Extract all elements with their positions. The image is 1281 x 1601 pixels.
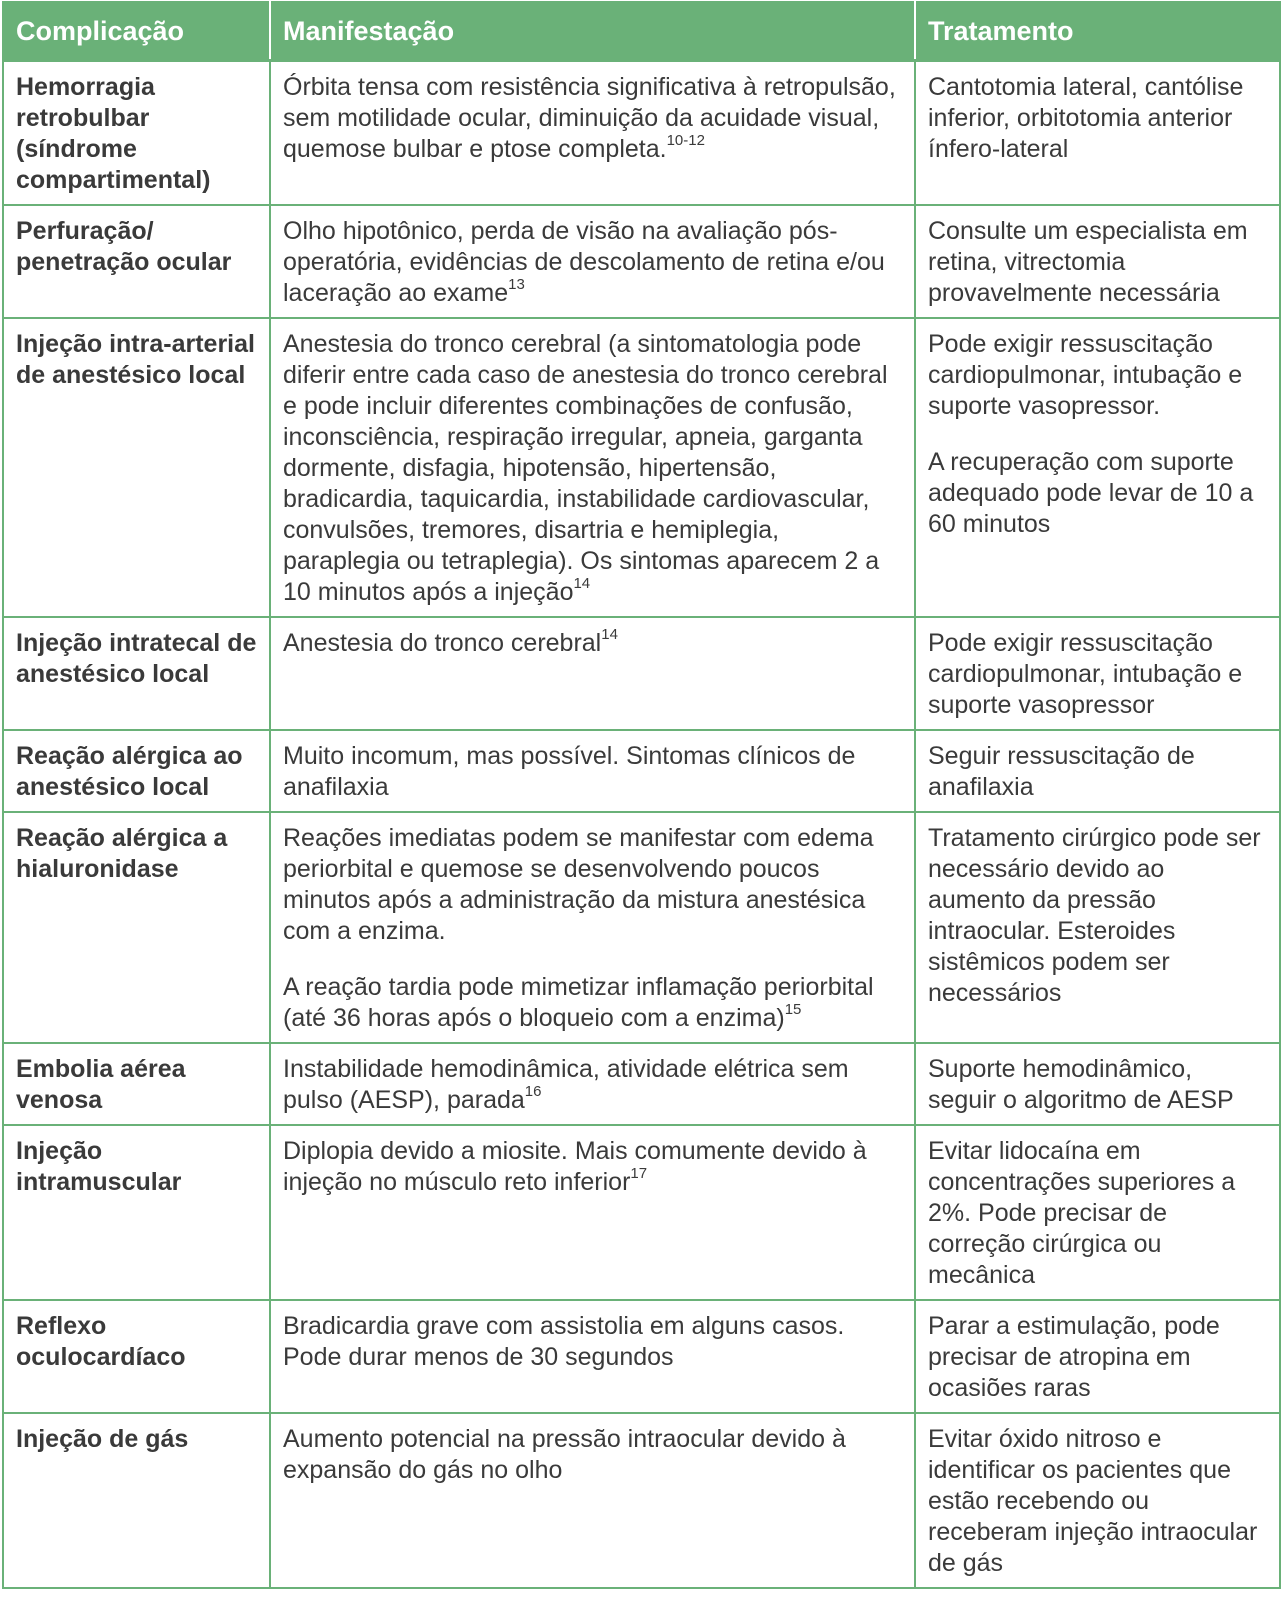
complicacao-cell: Injeção intramuscular bbox=[3, 1125, 270, 1300]
tratamento-paragraph: Evitar óxido nitroso e identificar os pacientes que estão recebendo ou receberam injeção intraocular de gás bbox=[928, 1425, 1258, 1577]
table-row bbox=[3, 1043, 1280, 1125]
tratamento-paragraph: Pode exigir ressuscitação cardiopulmonar, intubação e suporte vasopressor. bbox=[928, 330, 1243, 420]
manifestacao-cell bbox=[270, 1125, 915, 1300]
reference-superscript: 10-12 bbox=[666, 131, 705, 149]
table-row bbox=[3, 1300, 1280, 1413]
manifestacao-paragraph bbox=[283, 216, 902, 309]
tratamento-cell bbox=[915, 205, 1280, 318]
tratamento-paragraph: Seguir ressuscitação de anafilaxia bbox=[928, 742, 1195, 801]
header-complicacao: Complicação bbox=[3, 2, 270, 61]
manifestacao-text: Diplopia devido a miosite. Mais comumente devido à injeção no músculo reto inferior bbox=[283, 1137, 867, 1196]
manifestacao-cell bbox=[270, 730, 915, 812]
manifestacao-cell bbox=[270, 1413, 915, 1588]
tratamento-paragraph: A recuperação com suporte adequado pode levar de 10 a 60 minutos bbox=[928, 448, 1254, 538]
manifestacao-cell bbox=[270, 1043, 915, 1125]
manifestacao-paragraph bbox=[283, 1424, 902, 1486]
manifestacao-text: A reação tardia pode mimetizar inflamação periorbital (até 36 horas após o bloqueio com a enzima) bbox=[283, 973, 874, 1032]
table-row bbox=[3, 617, 1280, 730]
manifestacao-cell bbox=[270, 617, 915, 730]
manifestacao-cell bbox=[270, 318, 915, 617]
complicacao-cell: Injeção intra-arterial de anestésico local bbox=[3, 318, 270, 617]
tratamento-paragraph: Consulte um especialista em retina, vitrectomia provavelmente necessária bbox=[928, 217, 1248, 307]
tratamento-cell bbox=[915, 1300, 1280, 1413]
complicacao-cell: Perfuração/ penetração ocular bbox=[3, 205, 270, 318]
manifestacao-paragraph bbox=[283, 823, 902, 947]
manifestacao-paragraph bbox=[283, 1311, 902, 1373]
manifestacao-paragraph bbox=[283, 625, 902, 659]
complicacao-cell: Hemorragia retrobulbar (síndrome compartimental) bbox=[3, 61, 270, 206]
manifestacao-cell bbox=[270, 812, 915, 1043]
manifestacao-text: Anestesia do tronco cerebral bbox=[283, 629, 602, 657]
reference-superscript: 14 bbox=[601, 625, 618, 643]
manifestacao-text: Bradicardia grave com assistolia em alguns casos. Pode durar menos de 30 segundos bbox=[283, 1312, 845, 1371]
manifestacao-cell bbox=[270, 205, 915, 318]
complications-table bbox=[2, 1, 1281, 1589]
reference-superscript: 14 bbox=[573, 574, 591, 592]
manifestacao-paragraph bbox=[283, 72, 902, 165]
tratamento-paragraph: Evitar lidocaína em concentrações superiores a 2%. Pode precisar de correção cirúrgica ou mecânica bbox=[928, 1137, 1236, 1289]
tratamento-paragraph: Cantotomia lateral, cantólise inferior, orbitotomia anterior ínfero-lateral bbox=[928, 73, 1244, 163]
table-row bbox=[3, 205, 1280, 318]
reference-superscript: 17 bbox=[630, 1164, 648, 1182]
tratamento-paragraph: Pode exigir ressuscitação cardiopulmonar, intubação e suporte vasopressor bbox=[928, 629, 1243, 719]
manifestacao-text: Aumento potencial na pressão intraocular devido à expansão do gás no olho bbox=[283, 1425, 846, 1484]
manifestacao-paragraph bbox=[283, 1054, 902, 1116]
tratamento-cell bbox=[915, 1413, 1280, 1588]
manifestacao-text: Instabilidade hemodinâmica, atividade elétrica sem pulso (AESP), parada bbox=[283, 1055, 849, 1114]
table-row bbox=[3, 318, 1280, 617]
table-row bbox=[3, 730, 1280, 812]
manifestacao-cell bbox=[270, 1300, 915, 1413]
complicacao-cell: Reação alérgica a hialuronidase bbox=[3, 812, 270, 1043]
manifestacao-text: Anestesia do tronco cerebral (a sintomatologia pode diferir entre cada caso de anestesia do tronco cerebral e pode incluir diferentes combinações de confusão, inconsciência, respiração irregular, apneia, garganta dormente, disfagia, hipotensão, hipertensão, bradicardia, taquicardia, instabilidade cardiovascular, convulsões, tremores, disartria e hemiplegia, paraplegia ou tetraplegia). Os sintomas aparecem 2 a 10 minutos após a injeção bbox=[283, 330, 888, 606]
manifestacao-cell bbox=[270, 61, 915, 206]
manifestacao-paragraph bbox=[283, 1136, 902, 1198]
tratamento-cell bbox=[915, 61, 1280, 206]
manifestacao-text: Reações imediatas podem se manifestar com edema periorbital e quemose se desenvolvendo poucos minutos após a administração da mistura anestésica com a enzima. bbox=[283, 824, 874, 945]
header-row bbox=[3, 2, 1280, 61]
tratamento-paragraph: Parar a estimulação, pode precisar de atropina em ocasiões raras bbox=[928, 1312, 1220, 1402]
header-manifestacao: Manifestação bbox=[270, 2, 915, 61]
complicacao-cell: Reflexo oculocardíaco bbox=[3, 1300, 270, 1413]
complicacao-cell: Reação alérgica ao anestésico local bbox=[3, 730, 270, 812]
complicacao-cell: Injeção de gás bbox=[3, 1413, 270, 1588]
table-row bbox=[3, 1125, 1280, 1300]
reference-superscript: 16 bbox=[524, 1082, 542, 1100]
tratamento-cell bbox=[915, 730, 1280, 812]
tratamento-paragraph: Tratamento cirúrgico pode ser necessário devido ao aumento da pressão intraocular. Esteroides sistêmicos podem ser necessários bbox=[928, 824, 1261, 1007]
tratamento-cell bbox=[915, 1043, 1280, 1125]
manifestacao-paragraph bbox=[283, 741, 902, 803]
tratamento-cell bbox=[915, 318, 1280, 617]
table-header bbox=[3, 2, 1280, 61]
reference-superscript: 13 bbox=[508, 275, 525, 293]
manifestacao-paragraph bbox=[283, 972, 902, 1034]
manifestacao-text: Órbita tensa com resistência significativa à retropulsão, sem motilidade ocular, diminuição da acuidade visual, quemose bulbar e ptose completa. bbox=[283, 73, 896, 163]
complicacao-cell: Injeção intratecal de anestésico local bbox=[3, 617, 270, 730]
tratamento-paragraph: Suporte hemodinâmico, seguir o algoritmo de AESP bbox=[928, 1055, 1234, 1114]
manifestacao-text: Olho hipotônico, perda de visão na avaliação pós-operatória, evidências de descolamento de retina e/ou laceração ao exame bbox=[283, 217, 885, 307]
reference-superscript: 15 bbox=[784, 1000, 802, 1018]
tratamento-cell bbox=[915, 1125, 1280, 1300]
table-row bbox=[3, 1413, 1280, 1588]
table-row bbox=[3, 61, 1280, 206]
table-row bbox=[3, 812, 1280, 1043]
tratamento-cell bbox=[915, 812, 1280, 1043]
tratamento-cell bbox=[915, 617, 1280, 730]
table-body bbox=[3, 61, 1280, 1589]
header-tratamento: Tratamento bbox=[915, 2, 1280, 61]
complicacao-cell: Embolia aérea venosa bbox=[3, 1043, 270, 1125]
manifestacao-paragraph bbox=[283, 329, 902, 608]
manifestacao-text: Muito incomum, mas possível. Sintomas clínicos de anafilaxia bbox=[283, 742, 856, 801]
